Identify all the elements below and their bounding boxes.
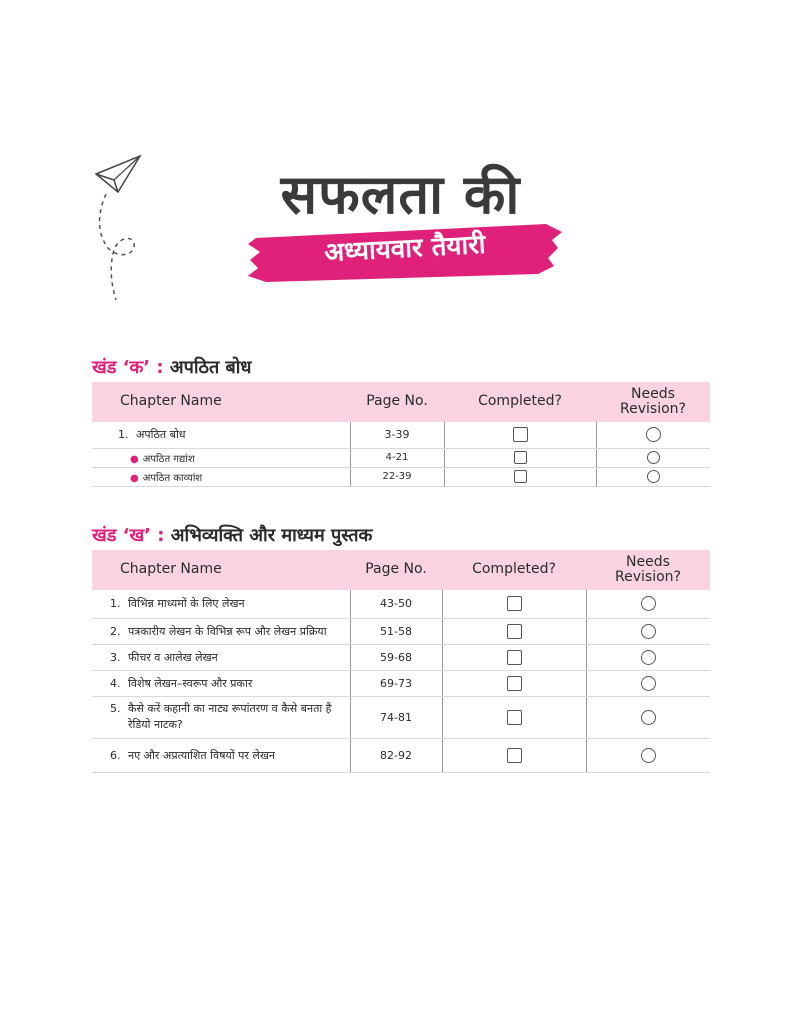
- column-header-revision: Needs Revision?: [596, 382, 710, 422]
- chapter-name: ● अपठित काव्यांश: [92, 467, 350, 486]
- table-row: [92, 422, 710, 448]
- bullet-icon: ●: [130, 453, 139, 465]
- page-range: 59-68: [350, 644, 442, 670]
- chapter-name: 1. अपठित बोध: [92, 422, 350, 448]
- section-title: अभिव्यक्ति और माध्यम पुस्तक: [170, 525, 373, 546]
- bullet-icon: ●: [130, 472, 139, 484]
- section-heading: [92, 523, 372, 547]
- table-row: [92, 590, 710, 618]
- page-range: 22-39: [350, 467, 444, 486]
- completed-checkbox[interactable]: [507, 710, 522, 725]
- chapter-table: [92, 550, 710, 773]
- page-range: 43-50: [350, 590, 442, 618]
- table-row: [92, 670, 710, 696]
- completed-checkbox[interactable]: [513, 427, 528, 442]
- completed-checkbox[interactable]: [514, 451, 527, 464]
- chapter-name: 5. कैसे करें कहानी का नाट्य रूपांतरण व कैसे बनता है रेडियो नाटक?: [92, 696, 350, 738]
- completed-checkbox[interactable]: [507, 624, 522, 639]
- table-row: [92, 467, 710, 486]
- column-header-chapter: Chapter Name: [92, 550, 350, 590]
- completed-checkbox[interactable]: [507, 676, 522, 691]
- chapter-name: 6. नए और अप्रत्याशित विषयों पर लेखन: [92, 738, 350, 772]
- table-header-row: [92, 550, 710, 590]
- page-range: 4-21: [350, 448, 444, 467]
- column-header-chapter: Chapter Name: [92, 382, 350, 422]
- revision-radio[interactable]: [641, 596, 656, 611]
- table-header-row: [92, 382, 710, 422]
- table-row: [92, 738, 710, 772]
- section-title: अपठित बोध: [169, 357, 252, 378]
- section-label: खंड ‘ख’ :: [92, 525, 165, 546]
- subtitle-banner: [246, 218, 564, 284]
- page-range: 51-58: [350, 618, 442, 644]
- page-range: 82-92: [350, 738, 442, 772]
- page-range: 3-39: [350, 422, 444, 448]
- revision-radio[interactable]: [647, 470, 660, 483]
- page-title: सफलता की: [280, 163, 521, 226]
- page-range: 69-73: [350, 670, 442, 696]
- table-row: [92, 644, 710, 670]
- chapter-name: 2. पत्रकारीय लेखन के विभिन्न रूप और लेखन प्रक्रिया: [92, 618, 350, 644]
- chapter-name: 1. विभिन्न माध्यमों के लिए लेखन: [92, 590, 350, 618]
- section-label: खंड ‘क’ :: [92, 357, 164, 378]
- revision-radio[interactable]: [641, 650, 656, 665]
- completed-checkbox[interactable]: [507, 596, 522, 611]
- column-header-revision: Needs Revision?: [586, 550, 710, 590]
- revision-radio[interactable]: [646, 427, 661, 442]
- revision-radio[interactable]: [641, 624, 656, 639]
- column-header-completed: Completed?: [442, 550, 586, 590]
- completed-checkbox[interactable]: [514, 470, 527, 483]
- table-row: [92, 448, 710, 467]
- column-header-completed: Completed?: [444, 382, 596, 422]
- page-range: 74-81: [350, 696, 442, 738]
- chapter-name: ● अपठित गद्यांश: [92, 448, 350, 467]
- revision-radio[interactable]: [641, 676, 656, 691]
- page-subtitle: अध्यायवार तैयारी: [323, 229, 487, 269]
- chapter-table: [92, 382, 710, 487]
- chapter-name: 3. फीचर व आलेख लेखन: [92, 644, 350, 670]
- completed-checkbox[interactable]: [507, 650, 522, 665]
- revision-radio[interactable]: [641, 748, 656, 763]
- revision-radio[interactable]: [641, 710, 656, 725]
- revision-radio[interactable]: [647, 451, 660, 464]
- column-header-page: Page No.: [350, 382, 444, 422]
- completed-checkbox[interactable]: [507, 748, 522, 763]
- table-row: [92, 696, 710, 738]
- chapter-name: 4. विशेष लेखन–स्वरूप और प्रकार: [92, 670, 350, 696]
- column-header-page: Page No.: [350, 550, 442, 590]
- section-heading: [92, 355, 252, 379]
- table-row: [92, 618, 710, 644]
